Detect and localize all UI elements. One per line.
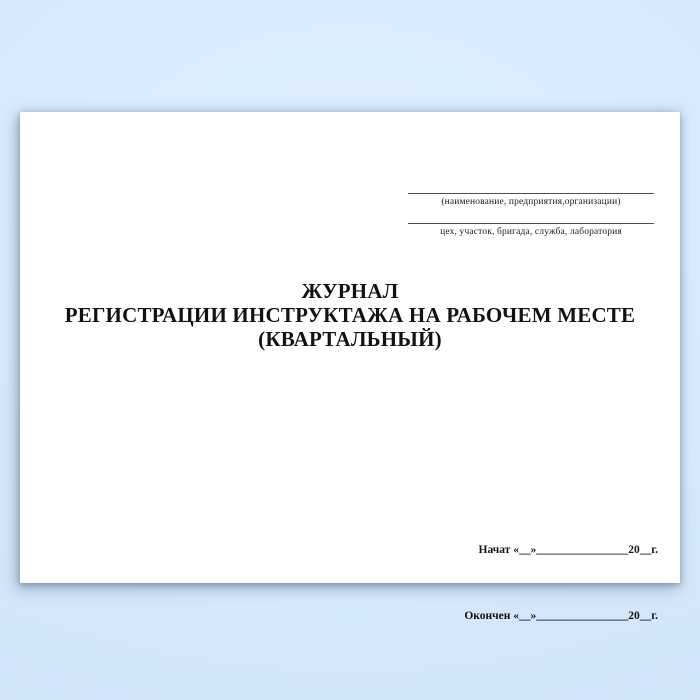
organization-block <box>408 193 654 238</box>
department-blank-line <box>408 223 654 224</box>
department-caption: цех, участок, бригада, служба, лаборатория <box>440 227 622 237</box>
organization-name-blank-line <box>408 193 654 194</box>
journal-title <box>20 279 680 351</box>
dates-block <box>464 495 658 671</box>
date-finished-line: Окончен «__»________________20__г. <box>464 610 658 622</box>
date-started-line: Начат «__»________________20__г. <box>478 544 658 556</box>
journal-title-line-1: ЖУРНАЛ <box>301 279 399 303</box>
journal-cover-sheet <box>20 112 680 622</box>
department-field <box>408 223 654 238</box>
organization-name-field <box>408 193 654 208</box>
journal-title-line-3: (КВАРТАЛЬНЫЙ) <box>258 327 442 351</box>
organization-name-caption: (наименование, предприятия,организации) <box>441 197 621 207</box>
journal-title-line-2: РЕГИСТРАЦИИ ИНСТРУКТАЖА НА РАБОЧЕМ МЕСТЕ <box>64 303 636 327</box>
